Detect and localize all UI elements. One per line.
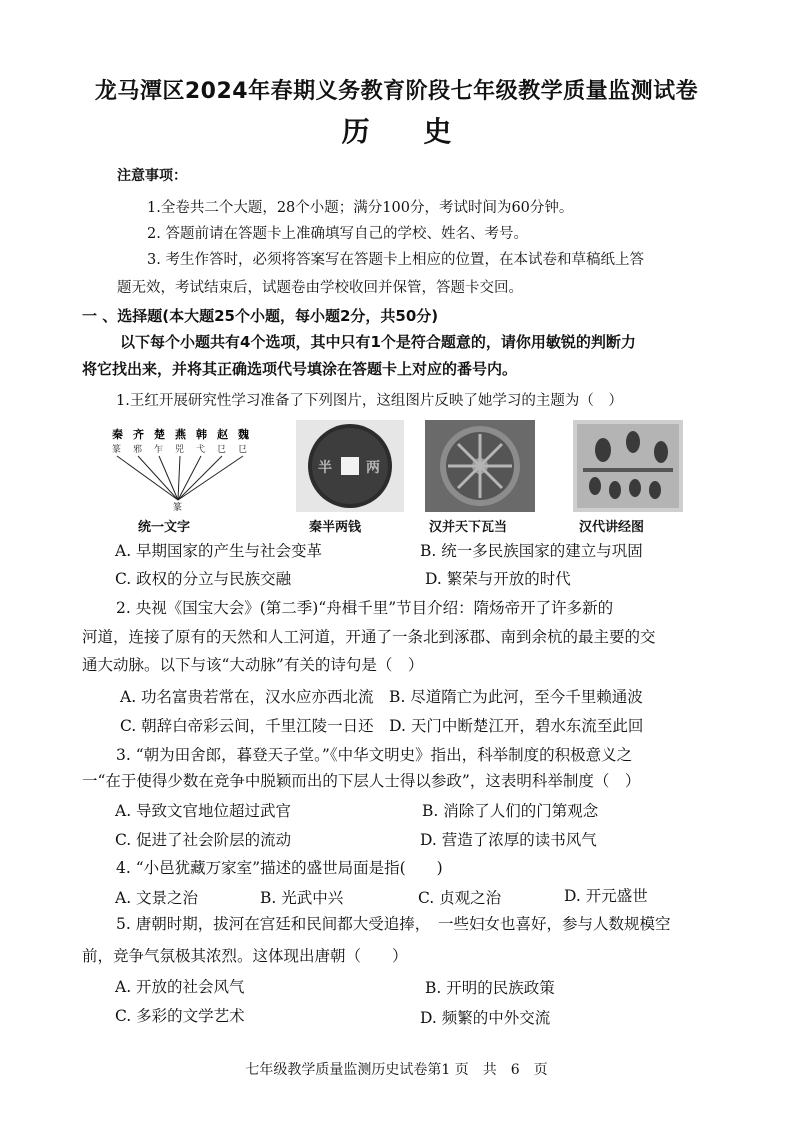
notice-heading: 注意事项： bbox=[117, 168, 187, 184]
q4-option-d: D. 开元盛世 bbox=[564, 887, 648, 905]
han-tile-drawing bbox=[425, 420, 535, 512]
exam-title: 龙马潭区2024年春期义务教育阶段七年级教学质量监测试卷 bbox=[94, 79, 699, 104]
q1-image-row bbox=[100, 420, 700, 535]
q5-option-d: D. 频繁的中外交流 bbox=[420, 1009, 551, 1027]
caption-han-tile: 汉并天下瓦当 bbox=[429, 520, 508, 535]
q4-option-c: C. 贞观之治 bbox=[418, 889, 502, 907]
q5-option-c: C. 多彩的文学艺术 bbox=[115, 1007, 245, 1025]
state-wei: 魏 bbox=[238, 428, 249, 441]
exam-subject: 历 史 bbox=[341, 115, 474, 148]
svg-text:篆: 篆 bbox=[112, 445, 122, 455]
q1-option-c: C. 政权的分立与民族交融 bbox=[115, 570, 292, 588]
q4-option-a: A. 文景之治 bbox=[115, 889, 199, 907]
q3-option-b: B. 消除了人们的门第观念 bbox=[422, 802, 599, 820]
state-yan: 燕 bbox=[175, 428, 186, 441]
q3-option-a: A. 导致文官地位超过武官 bbox=[115, 802, 292, 820]
han-lecture-drawing bbox=[573, 420, 683, 512]
caption-unify-script: 统一文字 bbox=[138, 520, 191, 535]
q5-option-b: B. 开明的民族政策 bbox=[425, 979, 555, 997]
state-zhao: 赵 bbox=[217, 428, 228, 441]
svg-text:兕: 兕 bbox=[175, 445, 185, 455]
page-footer: 七年级教学质量监测历史试卷第1 页 共 6 页 bbox=[245, 1062, 548, 1078]
q1-option-b: B. 统一多民族国家的建立与巩固 bbox=[420, 542, 643, 560]
q5-option-a: A. 开放的社会风气 bbox=[115, 978, 245, 996]
unify-script-image bbox=[100, 420, 260, 535]
svg-text:弋: 弋 bbox=[196, 445, 206, 455]
q2-options-ab: A. 功名富贵若常在，汉水应亦西北流 B. 尽道隋亡为此河，至今千里赖通波 bbox=[120, 688, 643, 706]
q2-stem-1: 2. 央视《国宝大会》(第二季)“舟楫千里”节目介绍：隋炀帝开了许多新的 bbox=[116, 599, 614, 617]
q4-stem: 4. “小邑犹藏万家室”描述的盛世局面是指( ) bbox=[116, 859, 443, 877]
q1-stem: 1.王红开展研究性学习准备了下列图片，这组图片反映了她学习的主题为（ ） bbox=[116, 393, 623, 409]
q2-stem-3: 通大动脉。以下与该“大动脉”有关的诗句是（ ） bbox=[82, 656, 424, 674]
svg-text:㔾: 㔾 bbox=[238, 445, 248, 455]
q3-option-c: C. 促进了社会阶层的流动 bbox=[115, 831, 292, 849]
svg-text:㔾: 㔾 bbox=[217, 445, 227, 455]
han-lecture-image bbox=[573, 420, 703, 535]
state-qi: 齐 bbox=[133, 428, 144, 441]
svg-text:乍: 乍 bbox=[154, 445, 164, 455]
caption-banliang-coin: 秦半两钱 bbox=[309, 520, 362, 535]
q3-option-d: D. 营造了浓厚的读书风气 bbox=[420, 831, 597, 849]
section-heading: 一 、选择题(本大题25个小题，每小题2分，共50分) bbox=[82, 307, 439, 325]
q1-option-a: A. 早期国家的产生与社会变革 bbox=[115, 542, 323, 560]
q4-option-b: B. 光武中兴 bbox=[260, 889, 344, 907]
notice-line-3: 3. 考生作答时，必须将答案写在答题卡上相应的位置，在本试卷和草稿纸上答 bbox=[147, 252, 644, 268]
q3-stem-2: 一“在于使得少数在竞争中脱颖而出的下层人士得以参政”，这表明科举制度（ ） bbox=[82, 772, 641, 790]
q5-stem-1: 5. 唐朝时期，拔河在宫廷和民间都大受追捧， 一些妇女也喜好，参与人数规模空 bbox=[116, 915, 671, 933]
notice-line-2: 2. 答题前请在答题卡上准确填写自己的学校、姓名、考号。 bbox=[147, 226, 528, 242]
q1-option-d: D. 繁荣与开放的时代 bbox=[425, 570, 571, 588]
notice-line-1: 1.全卷共二个大题，28个小题；满分100分，考试时间为60分钟。 bbox=[147, 200, 574, 216]
banliang-coin-drawing bbox=[296, 420, 404, 512]
caption-han-lecture: 汉代讲经图 bbox=[579, 520, 645, 535]
section-intro-2: 将它找出来，并将其正确选项代号填涂在答题卡上对应的番号内。 bbox=[82, 360, 518, 378]
state-qin: 秦 bbox=[112, 428, 123, 441]
svg-text:篆: 篆 bbox=[173, 503, 183, 512]
svg-text:邪: 邪 bbox=[133, 445, 143, 455]
state-chu: 楚 bbox=[154, 428, 165, 441]
q5-stem-2: 前，竞争气氛极其浓烈。这体现出唐朝（ ） bbox=[82, 947, 408, 965]
banliang-coin-image bbox=[296, 420, 406, 535]
unify-script-diagram bbox=[100, 420, 260, 512]
coin-char-ban: 半 bbox=[318, 460, 332, 476]
coin-char-liang: 两 bbox=[366, 460, 380, 476]
notice-line-4: 题无效，考试结束后，试题卷由学校收回并保管，答题卡交回。 bbox=[117, 280, 523, 296]
q2-options-cd: C. 朝辞白帝彩云间，千里江陵一日还 D. 天门中断楚江开，碧水东流至此回 bbox=[120, 717, 644, 735]
section-intro-1: 以下每个小题共有4个选项，其中只有1个是符合题意的，请你用敏锐的判断力 bbox=[120, 333, 636, 351]
han-tile-image bbox=[425, 420, 555, 535]
state-han: 韩 bbox=[196, 428, 207, 441]
q3-stem-1: 3. “朝为田舍郎，暮登天子堂。”《中华文明史》指出，科举制度的积极意义之 bbox=[116, 746, 633, 764]
q2-stem-2: 河道，连接了原有的天然和人工河道，开通了一条北到涿郡、南到余杭的最主要的交 bbox=[82, 628, 656, 646]
